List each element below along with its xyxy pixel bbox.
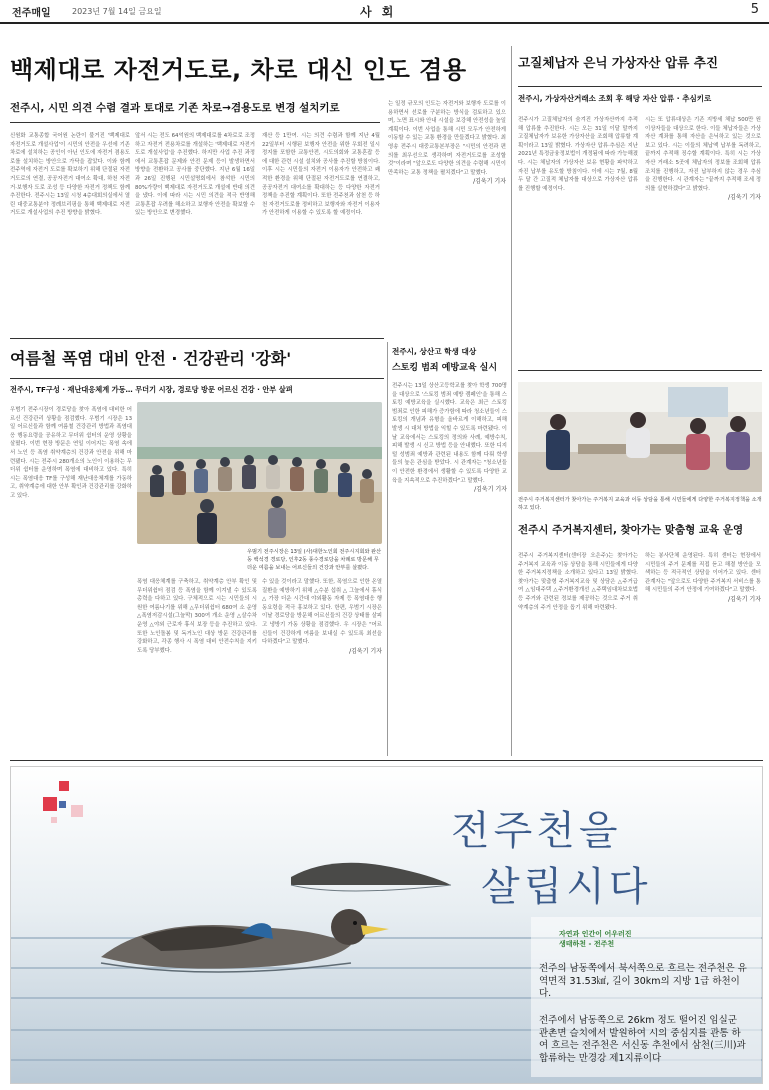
ad-title-line-1: 전주천을 <box>451 808 622 854</box>
column-divider <box>511 46 512 756</box>
article2-byline: /김욱기 기자 <box>728 194 761 202</box>
page-number: 5 <box>750 2 759 17</box>
article3-text-3: 수 있을 것이라고 말했다. 또한, 폭염으로 인한 온열질환을 예방하기 위해 △수분 섭취 △ 그늘에서 휴식 △ 가장 더운 시간대 야외활동 자제 등 폭염대응 행동요령을 적극 홍보하고 있다. 한편, 우범기 시장은 이날 경로당을 방문해 어르신들의 건강 상태를 살피고 냉방기 가동 상황을 점검했다. 우 시장은 "어르신들이 건강하게 여름을 보내실 수 있도록 최선을 다하겠다"고 말했다. <box>262 579 382 646</box>
ad-subtitle-2: 생태하천 - 전주천 <box>559 940 615 948</box>
article3-photo-caption: 우범기 전주시장은 13일 (사)대한노인회 전주시지회와 완산동 백석경 경로당, 인후2동 풍수경로당을 차례로 방문해 무더운 여름을 보내는 어르신들의 건강과 안부를 살폈다. <box>247 549 382 571</box>
divider <box>518 370 762 371</box>
article3-column-2 <box>137 578 257 754</box>
seniors-meeting-photo <box>137 402 382 544</box>
article2-text-2: 시는 또 압류대상은 기존 지방세 체납 500만 원 이상자들을 대상으로 한다. 이들 체납자들은 가상자산 계좌를 통해 자산을 은닉하고 있는 것으로 보고 있다. 시는 이들의 체납액 납부를 독려하고, 끝까지 추적해 징수할 계획이다. 특히 시는 가상자산 거래소 5곳에 체납자의 정보를 조회해 압류 조치를 진행하고, 자진 납부하지 않는 경우 추심을 진행한다. 시 관계자는 "끝까지 추적해 조세 정의를 실현하겠다"고 밝혔다. <box>645 117 761 192</box>
article5-column-1 <box>518 552 638 754</box>
issue-date: 2023년 7월 14일 금요일 <box>72 7 162 16</box>
ad-paragraph-2: 전주에서 남동쪽으로 26km 정도 떨어진 임실군 관촌면 슬치에서 발원하여 시의 중심지를 관통 하여 흐르는 전주천은 서신동 추천에서 삼천(三川)과 합류하는 만경강 제1지류이다 <box>539 1015 746 1064</box>
divider <box>518 86 762 87</box>
divider <box>10 760 763 761</box>
river-campaign-ad <box>10 766 763 1084</box>
article2-column-2 <box>645 116 761 356</box>
article3-column-1 <box>10 406 132 754</box>
article4-text-1: 전주시는 13일 상산고등학교를 찾아 학생 700명을 대상으로 '스토킹 범죄 예방 캠페인'을 통해 스토킹 예방교육을 실시했다. 교육은 최근 스토킹 범죄로 인한 피해가 증가함에 따라 청소년들이 스토킹의 개념과 유형을 올바르게 이해하고, 피해 발생 시 대처 방법을 익힐 수 있도록 마련됐다. 이날 교육에서는 스토킹의 정의와 사례, 예방수칙, 피해 발생 시 신고 방법 등을 안내했다. 또한 디지털 성범죄 예방과 관련된 내용도 함께 다뤄 학생들의 높은 관심을 받았다. 시 관계자는 "청소년들이 안전한 환경에서 생활할 수 있도록 다양한 교육을 지속적으로 추진하겠다"고 말했다. <box>392 383 507 484</box>
ad-paragraph-1: 전주의 남동쪽에서 북서쪽으로 흐르는 전주천은 유역면적 31.53㎢, 길이 30km의 지방 1급 하천이다. <box>539 963 747 999</box>
article5-photo-caption: 전주시 주거복지센터가 찾아가는 주거복지 교육과 이동 상담을 통해 시민들에게 다양한 주거복지정책을 소개하고 있다. <box>518 497 762 511</box>
article2-column-1 <box>518 116 638 356</box>
article1-subhead: 전주시, 시민 의견 수렴 결과 토대로 기존 차로→겸용도로 변경 설치키로 <box>10 102 340 114</box>
article5-headline: 전주시 주거복지센터, 찾아가는 맞춤형 교육 운영 <box>518 524 744 536</box>
masthead <box>0 0 769 24</box>
article2-subhead: 전주시, 가상자산거래소 조회 후 해당 자산 압류 · 추심키로 <box>518 94 712 103</box>
article3-text-2: 폭염 대응체계를 구축하고, 취약계층 안부 확인 및 무더위쉼터 점검 등 폭염을 함께 이겨낼 수 있도록 총력을 다하고 있다. 구체적으로 시는 시민들의 시원한 여름나기를 위해 △무더위쉼터 680여 소 운영 △폭염저감시설(그늘막) 300여 개소 운영 △살수차 운영 △야외 근로자 휴식 보장 등을 추진하고 있다. 또한 노인돌봄 및 독거노인 대상 방문 건강관리를 강화하고, 각종 행사 시 폭염 대비 안전수칙을 지키도록 당부했다. <box>137 579 257 654</box>
article3-subhead: 전주시, TF구성 · 재난대응체계 가동… 무더기 시장, 경로당 방문 어르신 건강 · 안부 살펴 <box>10 385 293 394</box>
article3-text-1: 우범기 전주시장이 경로당을 찾아 폭염에 대비한 어르신 건강관리 상황을 점검했다. 우범기 시장은 13일 어르신들과 함께 여름철 건강관리 방법과 폭염대응 행동요령을 공유하고 무더위 쉼터의 운영 상황을 살폈다. 이번 현장 방문은 연일 이어지는 폭염 속에서 노인 등 폭염 취약계층의 건강과 안전을 위해 마련됐다. 시는 전주시 280개소의 노인이 이용하는 무더위 쉼터를 운영하며 폭염에 대비하고 있다. 특히 시는 폭염대응 TF를 구성해 재난대응체계를 가동하고, 취약계층에 대한 안부 확인과 건강관리를 강화하고 있다. <box>10 407 132 499</box>
article1-column-3 <box>262 132 380 352</box>
newspaper-name: 전주매일 <box>12 8 51 19</box>
article4-subhead: 전주시, 상산고 학생 대상 <box>392 347 477 356</box>
ad-title-line-2: 살립시다 <box>481 864 652 910</box>
article2-headline: 고질체납자 은닉 가상자산 압류 추진 <box>518 55 719 70</box>
article3-byline: /김욱기 기자 <box>349 647 382 655</box>
ad-subtitle-1: 자연과 인간이 어우러진 <box>559 930 632 938</box>
article1-column-1 <box>10 132 130 332</box>
article4-headline: 스토킹 범죄 예방교육 실시 <box>392 363 498 373</box>
article3-column-3 <box>262 578 382 754</box>
article5-column-2 <box>645 552 761 754</box>
divider <box>10 378 384 379</box>
housing-consultation-photo <box>518 382 762 492</box>
divider <box>10 338 384 339</box>
article5-byline: /김욱기 기자 <box>728 595 761 603</box>
article1-column-4 <box>388 100 506 340</box>
article1-column-2 <box>135 132 255 332</box>
article3-headline: 여름철 폭염 대비 안전 · 건강관리 '강화' <box>10 349 292 368</box>
article4-column-1 <box>392 382 507 754</box>
article1-text-3: 재산 등 1만여. 시는 의견 수렴과 함께 지난 4월 22일부터 시행된 보행자 안전을 위한 우회전 일시 정지를 포함한 교통안전, 시도의회와 교통혼잡 등에 대한 관련 시설 설치와 공사를 추진할 방침이다. 이후 시는 시민들의 자전거 이용자가 안전하고 쾌적한 환경을 위해 단절된 자전거도로를 연결하고, 공공자전거 대여소를 확대하는 등 다양한 자전거 정책을 추진할 계획이다. 또한 전주천과 삼천 등 하천 자전거도로를 정비하고 보행자와 자전거 이용자가 안전하게 이용할 수 있도록 할 예정이다. <box>262 133 380 217</box>
article1-text-2: 앞서 시는 전도 64억원의 백제대로를 4차로로 조정하고 자전거 전용차로를 개설하는 '백제대로 자전거도로 개설사업'을 추진했다. 하지만 사업 추진 과정에서 교통혼잡 문제와 안전 문제 등이 발생하면서 방향을 전환하고 공사를 중단했다. 지난 6월 16일과 26일 진행된 시민설명회에서 참석한 시민의 80%가량이 백제대로 자전거도로 개설에 반대 의견을 냈다. 이에 따라 시는 시민 의견을 적극 반영해 교통혼잡 우려를 해소하고 보행자 안전을 확보할 수 있는 방안으로 변경했다. <box>135 133 255 217</box>
article2-text-1: 전주시가 고질체납자의 숨겨진 가상자산까지 추적해 압류를 추진한다. 시는 오는 31일 이달 말까지 고질체납자가 보유한 가상자산을 조회해 압류할 계획이라고 13일 밝혔다. 가상자산 압류·추심은 지난 2021년 특정금융정보법이 개정됨에 따라 가능해졌다. 시는 체납자의 가상자산 보유 현황을 파악하고 자진 납부를 유도할 방침이다. 이에 시는 7월, 8월 두 달 간 고질적 체납자를 대상으로 가상자산 압류를 진행할 예정이다. <box>518 117 638 192</box>
article5-text-2: 하는 봉사단체 운영된다. 특히 센터는 현장에서 시민들의 주거 문제를 직접 듣고 해결 방안을 모색하는 등 적극적인 상담을 이어가고 있다. 센터 관계자는 "앞으로도 다양한 주거복지 서비스를 통해 시민들의 주거 안정에 기여하겠다"고 말했다. <box>645 553 761 594</box>
divider <box>10 122 380 123</box>
article1-text-4: 는 일정 규모의 인도는 자전거와 보행자 도로를 이용하면서 선로를 구분하는 방식을 검토하고 있으며, 노면 표시와 안내 시설을 보강해 안전성을 높일 계획이다. 이번 사업을 통해 시민 모두가 안전하게 이동할 수 있는 교통 환경을 만들겠다고 밝혔다. 최영송 전주시 대중교통본부장은 "시민의 안전과 편의를 최우선으로 생각하며 자전거도로를 조성할 것"이라며 "앞으로도 다양한 의견을 수렴해 시민이 만족하는 교통 정책을 펼치겠다"고 말했다. <box>388 101 506 176</box>
article4-byline: /김욱기 기자 <box>474 486 507 494</box>
article1-byline: /김욱기 기자 <box>473 178 506 186</box>
column-divider <box>387 342 388 756</box>
article1-headline: 백제대로 자전거도로, 차로 대신 인도 겸용 <box>10 56 467 84</box>
article5-text-1: 전주시 주거복지센터(센터장 오은주)는 찾아가는 주거복지 교육과 이동 상담을 통해 시민들에게 다양한 주거복지정책을 소개하고 있다고 13일 밝혔다. 찾아가는 맞춤형 주거복지교육 및 상담은 △주거급여 △임대주택 △주거환경개선 △주택임대차보호법 등 주거와 관련된 정보를 제공하는 것으로 주거 취약계층의 주거 안정을 돕기 위해 마련됐다. <box>518 553 638 611</box>
article1-text-1: 신원화 교통종합 국어원 논란이 불거진 '백제대로 자전거도로 개설사업'이 시민의 안전을 우선에 기존 차로에 설치하는 공인이 아닌 인도에 자전거 겸용도로를 설치하는 방안으로 가닥을 잡았다. 이와 함께 전주역에 자전거 도로를 확보하기 위해 단절된 자전거도로의 연결, 공공자전거 대여소 확대, 하천 자전거·보행자 도로 조성 등 다양한 자전거 정책도 함께 추진한다. 전주시는 13일 시청 4층대회의실에서 열린 대중교통분야 정례브리핑을 통해 백제대로 자전거도로 개설사업의 추진 방향을 밝혔다. <box>10 133 130 217</box>
section-title: 사 회 <box>360 5 397 19</box>
